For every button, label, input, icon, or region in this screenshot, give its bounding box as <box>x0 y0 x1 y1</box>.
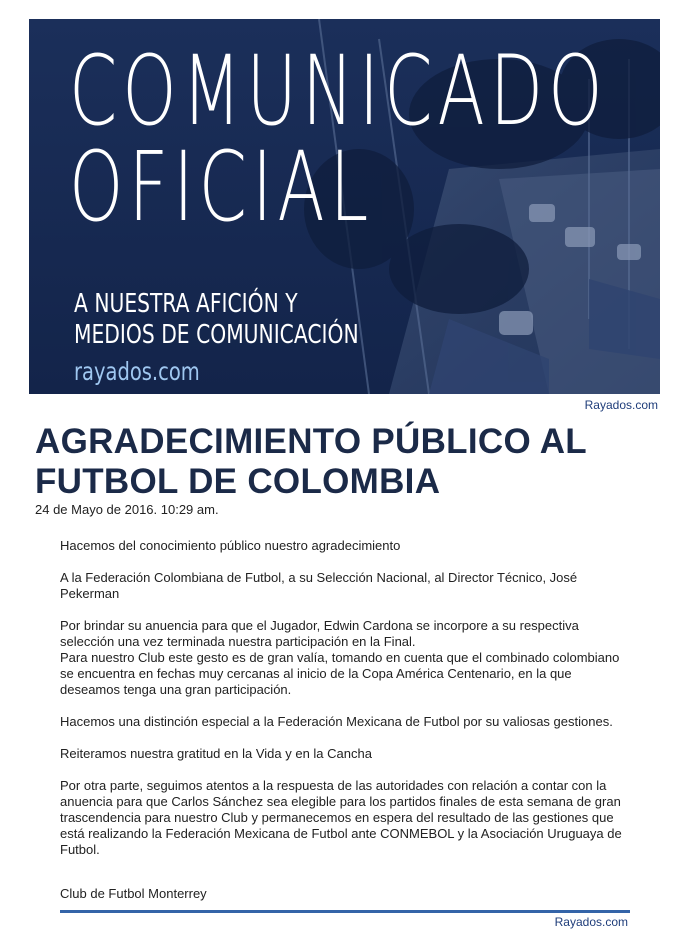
headline <box>35 422 655 502</box>
paragraph: A la Federación Colombiana de Futbol, a su Selección Nacional, al Director Técnico, José Pekerman <box>60 570 578 601</box>
banner-title <box>69 35 608 243</box>
banner-url: rayados.com <box>74 357 200 386</box>
paragraph: Hacemos una distinción especial a la Federación Mexicana de Futbol por su valiosas gestiones. <box>60 714 613 729</box>
banner-title-line2: OFICIAL <box>69 131 374 243</box>
footer-credit: Rayados.com <box>554 915 628 929</box>
headline-line2: FUTBOL DE COLOMBIA <box>35 462 441 501</box>
banner-image <box>29 19 660 394</box>
photo-credit: Rayados.com <box>584 398 658 412</box>
paragraph: Por otra parte, seguimos atentos a la respuesta de las autoridades con relación a contar con la anuencia para que Carlos Sánchez sea elegible para los partidos finales de esta semana de gran trascendencia para nuestro Club y permanecemos en espera del resultado de las gestiones que está realizando la Federación Mexicana de Futbol ante CONMEBOL y la Asociación Uruguaya de Futbol. <box>60 778 622 857</box>
paragraph: Por brindar su anuencia para que el Jugador, Edwin Cardona se incorpore a su respectiva selección una vez terminada nuestra participación en la Final. <box>60 618 579 649</box>
banner-subtitle-line2: MEDIOS DE COMUNICACIÓN <box>74 320 359 350</box>
paragraph: Reiteramos nuestra gratitud en la Vida y en la Cancha <box>60 746 372 761</box>
article-body <box>60 538 635 874</box>
banner-subtitle <box>74 289 359 351</box>
signature: Club de Futbol Monterrey <box>60 886 207 901</box>
divider <box>60 910 630 913</box>
publish-date: 24 de Mayo de 2016. 10:29 am. <box>35 502 219 517</box>
paragraph: Hacemos del conocimiento público nuestro agradecimiento <box>60 538 401 553</box>
paragraph: Para nuestro Club este gesto es de gran valía, tomando en cuenta que el combinado colombiano se encuentra en fechas muy cercanas al inicio de la Copa América Centenario, en la que deseamos tenga una gran participación. <box>60 650 620 697</box>
banner-subtitle-line1: A NUESTRA AFICIÓN Y <box>74 289 298 319</box>
banner-title-line1: COMUNICADO <box>69 35 608 147</box>
headline-line1: AGRADECIMIENTO PÚBLICO AL <box>35 422 587 461</box>
